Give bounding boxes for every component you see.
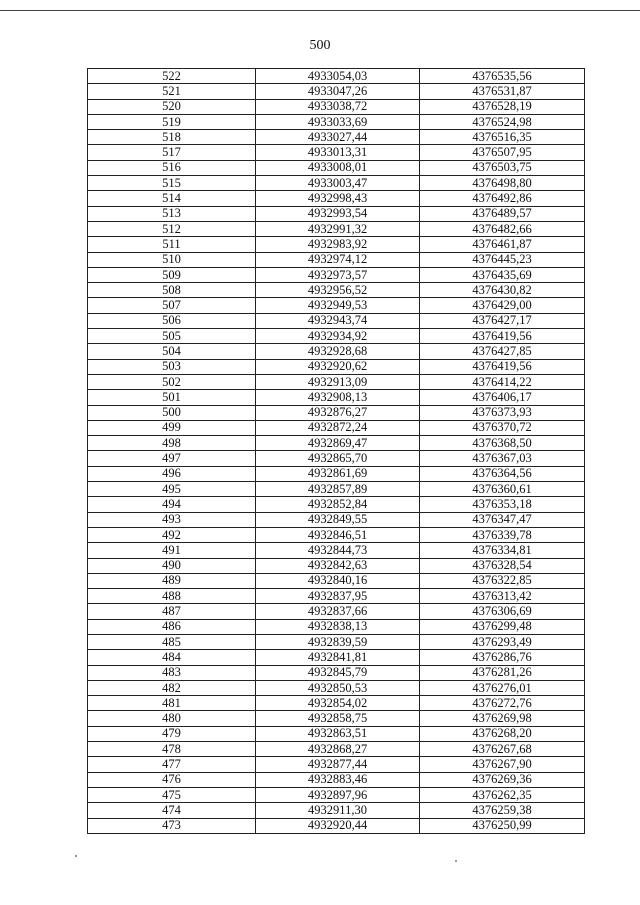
x-coordinate-cell: 4932863,51	[256, 726, 420, 741]
table-row	[88, 237, 585, 252]
table-row	[88, 543, 585, 558]
coordinates-table	[87, 68, 585, 834]
x-coordinate-cell: 4932872,24	[256, 420, 420, 435]
point-number-cell: 494	[88, 497, 256, 512]
coordinates-table-body	[88, 69, 585, 834]
point-number-cell: 502	[88, 374, 256, 389]
x-coordinate-cell: 4932845,79	[256, 665, 420, 680]
y-coordinate-cell: 4376503,75	[420, 160, 585, 175]
table-row	[88, 634, 585, 649]
x-coordinate-cell: 4932956,52	[256, 283, 420, 298]
y-coordinate-cell: 4376430,82	[420, 283, 585, 298]
y-coordinate-cell: 4376267,90	[420, 757, 585, 772]
x-coordinate-cell: 4933054,03	[256, 69, 420, 84]
x-coordinate-cell: 4932837,95	[256, 589, 420, 604]
y-coordinate-cell: 4376373,93	[420, 405, 585, 420]
y-coordinate-cell: 4376328,54	[420, 558, 585, 573]
y-coordinate-cell: 4376353,18	[420, 497, 585, 512]
y-coordinate-cell: 4376461,87	[420, 237, 585, 252]
point-number-cell: 514	[88, 191, 256, 206]
point-number-cell: 475	[88, 787, 256, 802]
y-coordinate-cell: 4376414,22	[420, 374, 585, 389]
table-row	[88, 344, 585, 359]
table-row	[88, 69, 585, 84]
x-coordinate-cell: 4932876,27	[256, 405, 420, 420]
point-number-cell: 501	[88, 390, 256, 405]
point-number-cell: 488	[88, 589, 256, 604]
table-row	[88, 818, 585, 833]
y-coordinate-cell: 4376313,42	[420, 589, 585, 604]
x-coordinate-cell: 4933013,31	[256, 145, 420, 160]
point-number-cell: 500	[88, 405, 256, 420]
y-coordinate-cell: 4376516,35	[420, 130, 585, 145]
x-coordinate-cell: 4932841,81	[256, 650, 420, 665]
x-coordinate-cell: 4933033,69	[256, 114, 420, 129]
x-coordinate-cell: 4933038,72	[256, 99, 420, 114]
table-row	[88, 787, 585, 802]
x-coordinate-cell: 4932928,68	[256, 344, 420, 359]
x-coordinate-cell: 4932868,27	[256, 742, 420, 757]
point-number-cell: 519	[88, 114, 256, 129]
point-number-cell: 490	[88, 558, 256, 573]
y-coordinate-cell: 4376429,00	[420, 298, 585, 313]
y-coordinate-cell: 4376528,19	[420, 99, 585, 114]
x-coordinate-cell: 4932913,09	[256, 374, 420, 389]
x-coordinate-cell: 4932857,89	[256, 482, 420, 497]
scan-speck	[455, 860, 457, 862]
y-coordinate-cell: 4376272,76	[420, 696, 585, 711]
y-coordinate-cell: 4376531,87	[420, 84, 585, 99]
x-coordinate-cell: 4932993,54	[256, 206, 420, 221]
x-coordinate-cell: 4932840,16	[256, 573, 420, 588]
x-coordinate-cell: 4932934,92	[256, 329, 420, 344]
x-coordinate-cell: 4932920,44	[256, 818, 420, 833]
x-coordinate-cell: 4932837,66	[256, 604, 420, 619]
point-number-cell: 510	[88, 252, 256, 267]
table-row	[88, 298, 585, 313]
point-number-cell: 520	[88, 99, 256, 114]
point-number-cell: 515	[88, 176, 256, 191]
x-coordinate-cell: 4932897,96	[256, 787, 420, 802]
table-row	[88, 680, 585, 695]
point-number-cell: 486	[88, 619, 256, 634]
table-row	[88, 696, 585, 711]
point-number-cell: 507	[88, 298, 256, 313]
table-row	[88, 267, 585, 282]
point-number-cell: 518	[88, 130, 256, 145]
x-coordinate-cell: 4932908,13	[256, 390, 420, 405]
x-coordinate-cell: 4932974,12	[256, 252, 420, 267]
table-row	[88, 221, 585, 236]
point-number-cell: 505	[88, 329, 256, 344]
point-number-cell: 521	[88, 84, 256, 99]
y-coordinate-cell: 4376250,99	[420, 818, 585, 833]
x-coordinate-cell: 4932991,32	[256, 221, 420, 236]
x-coordinate-cell: 4932883,46	[256, 772, 420, 787]
table-row	[88, 665, 585, 680]
table-row	[88, 726, 585, 741]
table-row	[88, 176, 585, 191]
y-coordinate-cell: 4376360,61	[420, 482, 585, 497]
x-coordinate-cell: 4932854,02	[256, 696, 420, 711]
y-coordinate-cell: 4376370,72	[420, 420, 585, 435]
y-coordinate-cell: 4376419,56	[420, 359, 585, 374]
point-number-cell: 516	[88, 160, 256, 175]
point-number-cell: 491	[88, 543, 256, 558]
table-row	[88, 420, 585, 435]
point-number-cell: 474	[88, 803, 256, 818]
point-number-cell: 511	[88, 237, 256, 252]
y-coordinate-cell: 4376334,81	[420, 543, 585, 558]
point-number-cell: 479	[88, 726, 256, 741]
x-coordinate-cell: 4932983,92	[256, 237, 420, 252]
point-number-cell: 495	[88, 482, 256, 497]
x-coordinate-cell: 4932849,55	[256, 512, 420, 527]
y-coordinate-cell: 4376507,95	[420, 145, 585, 160]
table-row	[88, 742, 585, 757]
table-row	[88, 482, 585, 497]
y-coordinate-cell: 4376489,57	[420, 206, 585, 221]
point-number-cell: 499	[88, 420, 256, 435]
table-row	[88, 359, 585, 374]
scan-speck	[75, 855, 77, 857]
x-coordinate-cell: 4932844,73	[256, 543, 420, 558]
point-number-cell: 485	[88, 634, 256, 649]
table-row	[88, 206, 585, 221]
point-number-cell: 517	[88, 145, 256, 160]
y-coordinate-cell: 4376322,85	[420, 573, 585, 588]
point-number-cell: 476	[88, 772, 256, 787]
point-number-cell: 506	[88, 313, 256, 328]
x-coordinate-cell: 4933047,26	[256, 84, 420, 99]
y-coordinate-cell: 4376419,56	[420, 329, 585, 344]
point-number-cell: 504	[88, 344, 256, 359]
page-number: 500	[309, 38, 331, 53]
table-row	[88, 589, 585, 604]
y-coordinate-cell: 4376286,76	[420, 650, 585, 665]
x-coordinate-cell: 4932865,70	[256, 451, 420, 466]
point-number-cell: 508	[88, 283, 256, 298]
point-number-cell: 489	[88, 573, 256, 588]
point-number-cell: 487	[88, 604, 256, 619]
point-number-cell: 497	[88, 451, 256, 466]
point-number-cell: 473	[88, 818, 256, 833]
x-coordinate-cell: 4932842,63	[256, 558, 420, 573]
y-coordinate-cell: 4376368,50	[420, 436, 585, 451]
y-coordinate-cell: 4376535,56	[420, 69, 585, 84]
table-row	[88, 374, 585, 389]
table-row	[88, 619, 585, 634]
y-coordinate-cell: 4376268,20	[420, 726, 585, 741]
table-row	[88, 130, 585, 145]
point-number-cell: 498	[88, 436, 256, 451]
table-row	[88, 436, 585, 451]
table-row	[88, 466, 585, 481]
table-row	[88, 757, 585, 772]
table-row	[88, 558, 585, 573]
table-row	[88, 252, 585, 267]
y-coordinate-cell: 4376427,17	[420, 313, 585, 328]
y-coordinate-cell: 4376524,98	[420, 114, 585, 129]
table-row	[88, 191, 585, 206]
x-coordinate-cell: 4932858,75	[256, 711, 420, 726]
y-coordinate-cell: 4376281,26	[420, 665, 585, 680]
table-row	[88, 390, 585, 405]
y-coordinate-cell: 4376445,23	[420, 252, 585, 267]
y-coordinate-cell: 4376269,36	[420, 772, 585, 787]
point-number-cell: 512	[88, 221, 256, 236]
page-top-edge	[0, 10, 640, 11]
table-row	[88, 451, 585, 466]
x-coordinate-cell: 4932877,44	[256, 757, 420, 772]
y-coordinate-cell: 4376276,01	[420, 680, 585, 695]
point-number-cell: 496	[88, 466, 256, 481]
point-number-cell: 509	[88, 267, 256, 282]
x-coordinate-cell: 4932850,53	[256, 680, 420, 695]
x-coordinate-cell: 4932973,57	[256, 267, 420, 282]
table-row	[88, 99, 585, 114]
table-row	[88, 160, 585, 175]
point-number-cell: 478	[88, 742, 256, 757]
y-coordinate-cell: 4376364,56	[420, 466, 585, 481]
y-coordinate-cell: 4376269,98	[420, 711, 585, 726]
table-row	[88, 145, 585, 160]
y-coordinate-cell: 4376427,85	[420, 344, 585, 359]
x-coordinate-cell: 4933008,01	[256, 160, 420, 175]
y-coordinate-cell: 4376299,48	[420, 619, 585, 634]
table-row	[88, 772, 585, 787]
table-row	[88, 527, 585, 542]
table-row	[88, 329, 585, 344]
y-coordinate-cell: 4376498,80	[420, 176, 585, 191]
table-row	[88, 604, 585, 619]
x-coordinate-cell: 4932998,43	[256, 191, 420, 206]
table-row	[88, 711, 585, 726]
x-coordinate-cell: 4932869,47	[256, 436, 420, 451]
x-coordinate-cell: 4932949,53	[256, 298, 420, 313]
point-number-cell: 477	[88, 757, 256, 772]
y-coordinate-cell: 4376339,78	[420, 527, 585, 542]
y-coordinate-cell: 4376293,49	[420, 634, 585, 649]
x-coordinate-cell: 4932861,69	[256, 466, 420, 481]
table-row	[88, 313, 585, 328]
x-coordinate-cell: 4932852,84	[256, 497, 420, 512]
x-coordinate-cell: 4932838,13	[256, 619, 420, 634]
y-coordinate-cell: 4376267,68	[420, 742, 585, 757]
point-number-cell: 482	[88, 680, 256, 695]
y-coordinate-cell: 4376262,35	[420, 787, 585, 802]
y-coordinate-cell: 4376435,69	[420, 267, 585, 282]
x-coordinate-cell: 4932943,74	[256, 313, 420, 328]
table-row	[88, 114, 585, 129]
point-number-cell: 503	[88, 359, 256, 374]
table-row	[88, 803, 585, 818]
table-row	[88, 84, 585, 99]
table-row	[88, 650, 585, 665]
table-row	[88, 512, 585, 527]
table-row	[88, 573, 585, 588]
x-coordinate-cell: 4932846,51	[256, 527, 420, 542]
y-coordinate-cell: 4376482,66	[420, 221, 585, 236]
y-coordinate-cell: 4376347,47	[420, 512, 585, 527]
point-number-cell: 493	[88, 512, 256, 527]
point-number-cell: 492	[88, 527, 256, 542]
point-number-cell: 513	[88, 206, 256, 221]
y-coordinate-cell: 4376306,69	[420, 604, 585, 619]
point-number-cell: 522	[88, 69, 256, 84]
x-coordinate-cell: 4933003,47	[256, 176, 420, 191]
point-number-cell: 484	[88, 650, 256, 665]
y-coordinate-cell: 4376367,03	[420, 451, 585, 466]
x-coordinate-cell: 4933027,44	[256, 130, 420, 145]
table-row	[88, 497, 585, 512]
y-coordinate-cell: 4376492,86	[420, 191, 585, 206]
x-coordinate-cell: 4932839,59	[256, 634, 420, 649]
y-coordinate-cell: 4376259,38	[420, 803, 585, 818]
table-row	[88, 283, 585, 298]
x-coordinate-cell: 4932920,62	[256, 359, 420, 374]
table-row	[88, 405, 585, 420]
point-number-cell: 481	[88, 696, 256, 711]
x-coordinate-cell: 4932911,30	[256, 803, 420, 818]
point-number-cell: 483	[88, 665, 256, 680]
point-number-cell: 480	[88, 711, 256, 726]
y-coordinate-cell: 4376406,17	[420, 390, 585, 405]
